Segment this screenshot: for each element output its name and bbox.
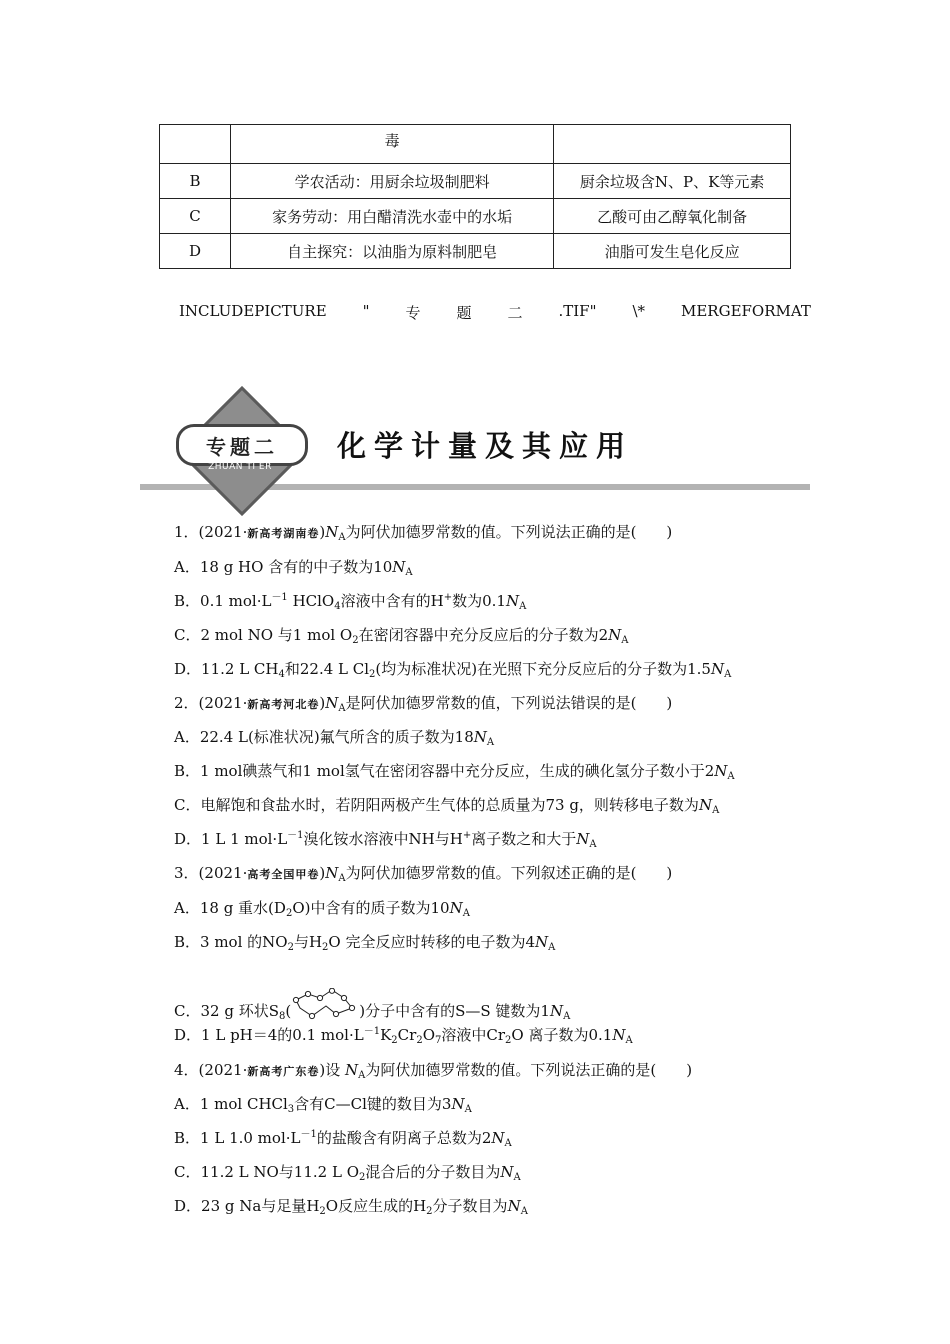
option-line: A．1 mol CHCl$_3$含有C—Cl键的数目为$3N_A$ — [174, 1095, 472, 1115]
table-row — [160, 199, 791, 234]
table-cell-label: D — [160, 234, 231, 269]
option-line: D．23 g Na与足量$H_2O$反应生成的$H_2$分子数目为$N_A$ — [174, 1197, 528, 1217]
source-tag: 新高考广东卷 — [247, 1065, 320, 1078]
question-stem: 1．(2021·新高考湖南卷)$N_A$为阿伏加德罗常数的值。下列说法正确的是( ) — [174, 523, 673, 543]
field-token: 专 — [405, 304, 421, 322]
option-line: D．1 L 1 $mol\cdot L^{-1}$溴化铵水溶液中NH与H+离子数之和大于$N_A$ — [174, 830, 597, 850]
option-line: A．22.4 L(标准状况)氟气所含的质子数为$18N_A$ — [174, 728, 495, 748]
field-token: 二 — [507, 304, 523, 322]
question-stem: 2．(2021·新高考河北卷)$N_A$是阿伏加德罗常数的值，下列说法错误的是( ) — [174, 694, 673, 714]
field-token: MERGEFORMAT — [680, 302, 811, 320]
table-row — [160, 164, 791, 199]
field-token: INCLUDEPICTURE — [179, 302, 327, 320]
table-cell-activity: 学农活动：用厨余垃圾制肥料 — [230, 164, 553, 199]
chapter-banner — [140, 384, 812, 514]
option-line: C．32 g 环状$S_8$( )分子中含有的S—S 键数为$1N_A$ — [174, 988, 570, 1022]
question-stem: 3．(2021·高考全国甲卷)$N_A$为阿伏加德罗常数的值。下列叙述正确的是( ) — [174, 864, 673, 884]
table-cell-knowledge: 厨余垃圾含N、P、K等元素 — [554, 164, 791, 199]
field-token: 题 — [456, 304, 472, 322]
table-cell-knowledge — [554, 125, 791, 164]
table-cell-label — [160, 125, 231, 164]
option-line: C．11.2 L NO与11.2 L $O_2$混合后的分子数目为$N_A$ — [174, 1163, 521, 1183]
option-line: D．1 L pH＝4的0.1 $mol\cdot L^{-1}K_2Cr_2O_7$溶液中$Cr_2O$ 离子数为$0.1N_A$ — [174, 1026, 633, 1046]
table-cell-label: C — [160, 199, 231, 234]
field-token: " — [362, 302, 370, 320]
option-line: B．1 L 1.0 $mol\cdot L^{-1}$的盐酸含有阴离子总数为$2N_A$ — [174, 1129, 512, 1149]
source-tag: 新高考河北卷 — [247, 698, 320, 711]
source-tag: 高考全国甲卷 — [247, 868, 320, 881]
option-line: B．0.1 $mol\cdot L^{-1}$ HClO$_4$溶液中含有的H+数为$0.1N_A$ — [174, 592, 527, 612]
option-line: B．3 mol 的$NO_2$与$H_2O$ 完全反应时转移的电子数为$4N_A$ — [174, 933, 556, 953]
source-tag: 新高考湖南卷 — [247, 527, 320, 540]
s8-ring-structure-icon — [292, 988, 358, 1022]
chapter-badge: 专题二 — [176, 424, 308, 466]
option-line: D．11.2 L $CH_4$和22.4 L $Cl_2$(均为标准状况)在光照下充分反应后的分子数为$1.5N_A$ — [174, 660, 732, 680]
table-cell-knowledge: 乙酸可由乙醇氧化制备 — [554, 199, 791, 234]
question-stem: 4．(2021·新高考广东卷)设 $N_A$为阿伏加德罗常数的值。下列说法正确的是( ) — [174, 1061, 693, 1081]
table-cell-label: B — [160, 164, 231, 199]
option-line: A．18 g HO 含有的中子数为$10N_A$ — [174, 558, 413, 578]
table-row — [160, 125, 791, 164]
table-cell-activity: 毒 — [230, 125, 553, 164]
options-table — [159, 124, 791, 269]
chapter-title: 化学计量及其应用 — [337, 429, 634, 463]
option-line: C．2 mol NO 与1 mol $O_2$在密闭容器中充分反应后的分子数为$2N_A$ — [174, 626, 629, 646]
field-token: \* — [632, 302, 646, 320]
option-line: B．1 mol碘蒸气和1 mol氢气在密闭容器中充分反应，生成的碘化氢分子数小于$2N_A$ — [174, 762, 735, 782]
field-token: .TIF" — [558, 302, 597, 320]
option-line: C．电解饱和食盐水时，若阴阳两极产生气体的总质量为73 g，则转移电子数为$N_A$ — [174, 796, 720, 816]
table-cell-activity: 家务劳动：用白醋清洗水壶中的水垢 — [230, 199, 553, 234]
table-row — [160, 234, 791, 269]
table-cell-activity: 自主探究：以油脂为原料制肥皂 — [230, 234, 553, 269]
table-cell-knowledge: 油脂可发生皂化反应 — [554, 234, 791, 269]
option-line: A．18 g 重水$(D_2O)$中含有的质子数为$10N_A$ — [174, 899, 470, 919]
include-picture-field — [179, 302, 811, 323]
chapter-pinyin: ZHUAN TI ER — [208, 462, 272, 472]
